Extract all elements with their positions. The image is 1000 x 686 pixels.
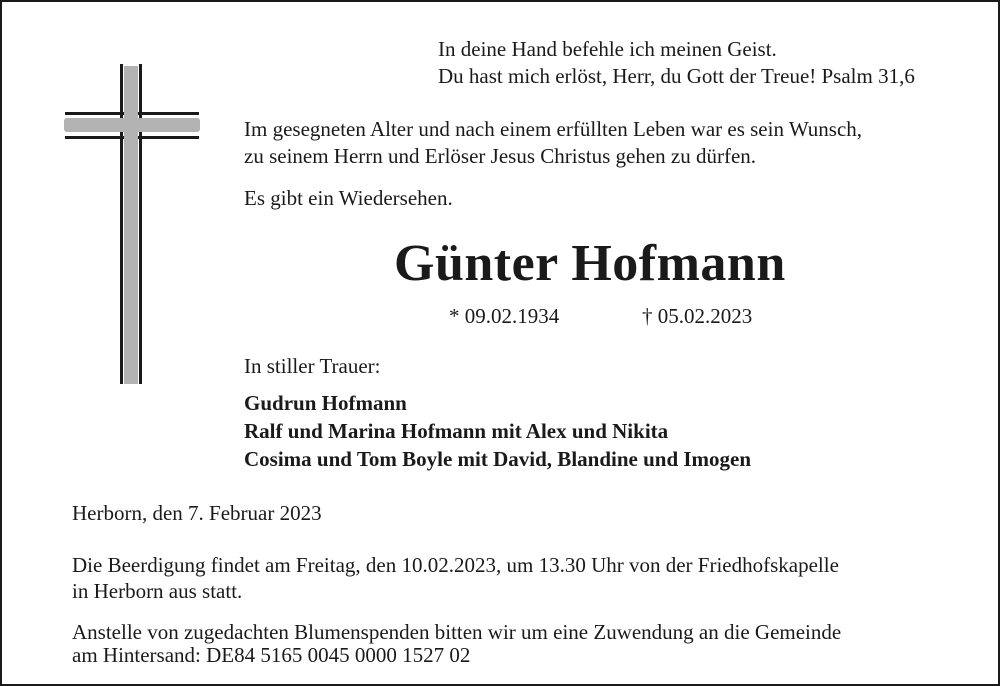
mourner-1: Gudrun Hofmann [244,391,407,415]
birth-date: * 09.02.1934 [449,304,560,328]
mourner-2: Ralf und Marina Hofmann mit Alex und Nikita [244,419,669,443]
cross-icon [62,64,202,386]
intro-line-2: zu seinem Herrn und Erlöser Jesus Christus gehen zu dürfen. [244,144,757,168]
funeral-line-2: in Herborn aus statt. [72,579,243,603]
funeral-line-1: Die Beerdigung findet am Freitag, den 10.02.2023, um 13.30 Uhr von der Friedhofskapelle [72,553,839,577]
psalm-line-1: In deine Hand befehle ich meinen Geist. [438,37,777,61]
death-date: † 05.02.2023 [642,304,753,328]
deceased-name: Günter Hofmann [394,235,786,292]
mourning-label: In stiller Trauer: [244,354,381,378]
reunion-text: Es gibt ein Wiedersehen. [244,186,453,210]
place-date: Herborn, den 7. Februar 2023 [72,501,322,525]
psalm-line-2: Du hast mich erlöst, Herr, du Gott der Treue! Psalm 31,6 [438,64,915,88]
intro-line-1: Im gesegneten Alter und nach einem erfüllten Leben war es sein Wunsch, [244,117,863,141]
donation-line-1: Anstelle von zugedachten Blumenspenden bitten wir um eine Zuwendung an die Gemeinde [72,620,842,644]
mourner-3: Cosima und Tom Boyle mit David, Blandine und Imogen [244,447,752,471]
donation-line-2: am Hintersand: DE84 5165 0045 0000 1527 02 [72,643,471,667]
